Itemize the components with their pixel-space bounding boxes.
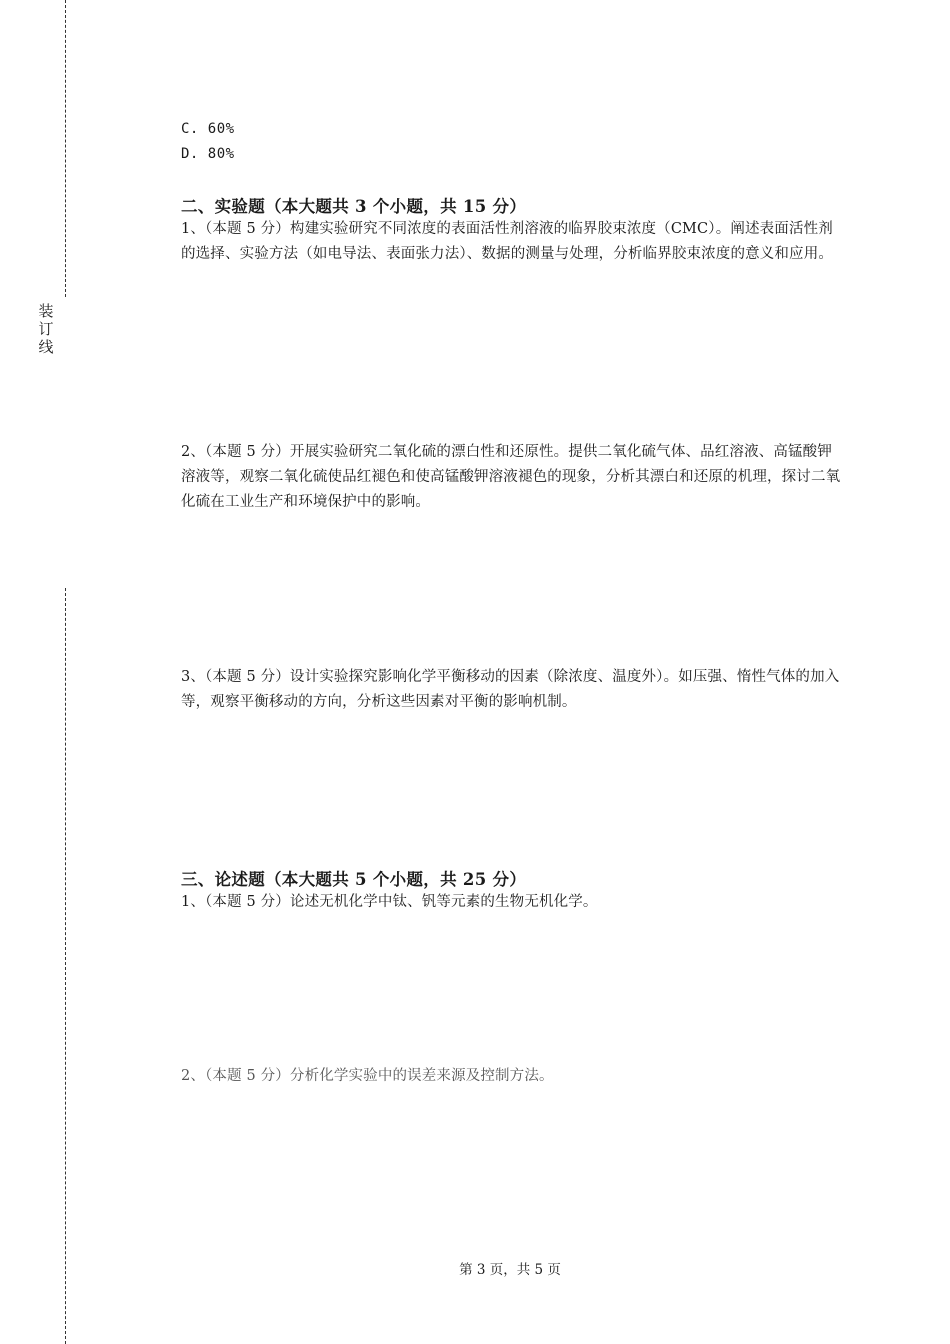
option-label: D. [181, 146, 199, 162]
option-value: 80% [207, 146, 235, 162]
question-experiment-1: 1、（本题 5 分）构建实验研究不同浓度的表面活性剂溶液的临界胶束浓度（CMC）。阐述表面活性剂的选择、实验方法（如电导法、表面张力法）、数据的测量与处理，分析临界胶束浓度的意义和应用。 [181, 221, 833, 262]
binding-dashed-line-top [65, 0, 66, 297]
question-essay-1: 1、（本题 5 分）论述无机化学中钛、钒等元素的生物无机化学。 [181, 894, 598, 910]
section-title-essay: 三、论述题（本大题共 5 个小题，共 25 分） [181, 870, 527, 889]
option-value: 60% [207, 121, 235, 137]
option-c [181, 121, 235, 137]
option-label: C. [181, 121, 199, 137]
question-essay-2: 2、（本题 5 分）分析化学实验中的误差来源及控制方法。 [181, 1068, 554, 1084]
binding-char: 装 [38, 302, 54, 320]
binding-line-label [36, 302, 56, 356]
binding-char: 订 [38, 320, 54, 338]
page-footer: 第 3 页，共 5 页 [459, 1262, 561, 1278]
binding-char: 线 [38, 338, 54, 356]
section-title-experiment: 二、实验题（本大题共 3 个小题，共 15 分） [181, 197, 527, 216]
question-experiment-3: 3、（本题 5 分）设计实验探究影响化学平衡移动的因素（除浓度、温度外）。如压强、惰性气体的加入等，观察平衡移动的方向，分析这些因素对平衡的影响机制。 [181, 669, 840, 710]
option-d [181, 146, 235, 162]
question-experiment-2: 2、（本题 5 分）开展实验研究二氧化硫的漂白性和还原性。提供二氧化硫气体、品红溶液、高锰酸钾溶液等，观察二氧化硫使品红褪色和使高锰酸钾溶液褪色的现象，分析其漂白和还原的机理，探讨二氧化硫在工业生产和环境保护中的影响。 [181, 444, 841, 510]
binding-dashed-line-bottom [65, 588, 66, 1344]
